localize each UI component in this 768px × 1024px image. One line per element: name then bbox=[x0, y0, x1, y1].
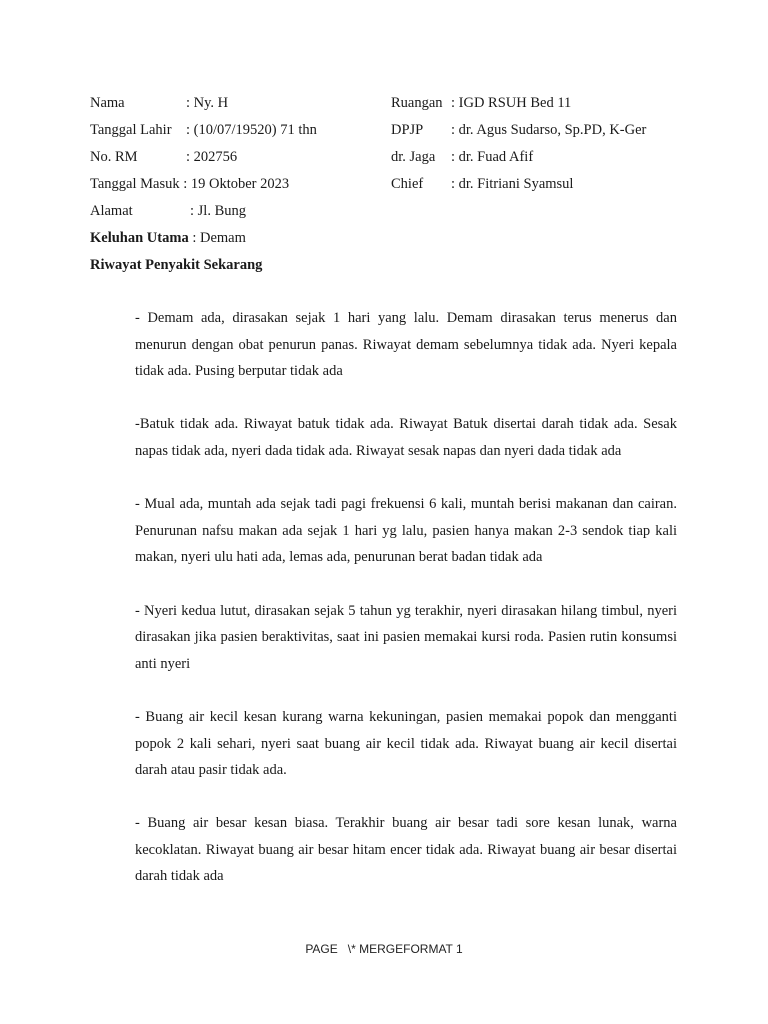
paragraph-batuk: -Batuk tidak ada. Riwayat batuk tidak ada. Riwayat Batuk disertai darah tidak ada. Sesak napas tidak ada, nyeri dada tidak ada. Riwayat sesak napas dan nyeri dada tidak ada bbox=[135, 416, 677, 459]
keluhan-utama-value: : Demam bbox=[188, 230, 246, 246]
field-chief bbox=[391, 173, 646, 200]
field-ruangan bbox=[391, 92, 646, 119]
field-tanggal-masuk bbox=[90, 173, 317, 200]
ruangan-label: Ruangan bbox=[391, 95, 443, 111]
riwayat-heading-row bbox=[90, 254, 262, 281]
paragraph-mual: - Mual ada, muntah ada sejak tadi pagi frekuensi 6 kali, muntah berisi makanan dan cairan. Penurunan nafsu makan ada sejak 1 hari yg lalu, pasien hanya makan 2-3 sendok tiap kali makan, nyeri ulu hati ada, lemas ada, penurunan berat badan tidak ada bbox=[135, 496, 677, 566]
field-no-rm bbox=[90, 146, 317, 173]
field-dpjp bbox=[391, 119, 646, 146]
tanggal-lahir-value: : (10/07/19520) 71 thn bbox=[186, 122, 317, 138]
field-alamat bbox=[90, 200, 317, 227]
paragraph-bak: - Buang air kecil kesan kurang warna kekuningan, pasien memakai popok dan mengganti popok 2 kali sehari, nyeri saat buang air kecil tidak ada. Riwayat buang air kecil disertai darah atau pasir tidak ada. bbox=[135, 708, 677, 779]
chief-value: : dr. Fitriani Syamsul bbox=[451, 176, 574, 192]
staff-info bbox=[391, 92, 646, 200]
paragraph-nyeri-lutut: - Nyeri kedua lutut, dirasakan sejak 5 tahun yg terakhir, nyeri dirasakan hilang timbul, nyeri dirasakan jika pasien beraktivitas, saat ini pasien memakai kursi roda. Pasien rutin konsumsi anti nyeri bbox=[135, 602, 677, 672]
patient-info bbox=[90, 92, 317, 227]
ruangan-value: : IGD RSUH Bed 11 bbox=[451, 95, 572, 111]
no-rm-value: : 202756 bbox=[186, 149, 238, 165]
alamat-value: : Jl. Bung bbox=[190, 203, 246, 219]
keluhan-utama-label: Keluhan Utama bbox=[90, 230, 189, 246]
field-nama bbox=[90, 92, 317, 119]
chief-label: Chief bbox=[391, 176, 424, 192]
keluhan-utama bbox=[90, 227, 262, 254]
page-footer: PAGE \* MERGEFORMAT 1 bbox=[305, 942, 463, 956]
tanggal-lahir-label: Tanggal Lahir bbox=[90, 122, 172, 138]
dr-jaga-value: : dr. Fuad Afif bbox=[451, 149, 534, 165]
tanggal-masuk-value: : 19 Oktober 2023 bbox=[183, 176, 290, 192]
nama-value: : Ny. H bbox=[186, 95, 229, 111]
no-rm-label: No. RM bbox=[90, 149, 138, 165]
paragraph-bab: - Buang air besar kesan biasa. Terakhir buang air besar tadi sore kesan lunak, warna kecoklatan. Riwayat buang air besar hitam encer tidak ada. Riwayat buang air besar disertai darah tidak ada bbox=[135, 815, 677, 885]
field-dr-jaga bbox=[391, 146, 646, 173]
dr-jaga-label: dr. Jaga bbox=[391, 149, 436, 165]
alamat-label: Alamat bbox=[90, 203, 133, 219]
nama-label: Nama bbox=[90, 95, 125, 111]
dpjp-label: DPJP bbox=[391, 122, 424, 138]
field-tanggal-lahir bbox=[90, 119, 317, 146]
complaint-section bbox=[90, 227, 262, 281]
dpjp-value: : dr. Agus Sudarso, Sp.PD, K-Ger bbox=[451, 122, 647, 138]
paragraph-demam: - Demam ada, dirasakan sejak 1 hari yang lalu. Demam dirasakan terus menerus dan menurun dengan obat penurun panas. Riwayat demam sebelumnya tidak ada. Nyeri kepala tidak ada. Pusing berputar tidak ada bbox=[135, 310, 677, 380]
riwayat-penyakit-heading: Riwayat Penyakit Sekarang bbox=[90, 257, 263, 273]
tanggal-masuk-label: Tanggal Masuk bbox=[90, 176, 180, 192]
history-body bbox=[135, 305, 677, 917]
